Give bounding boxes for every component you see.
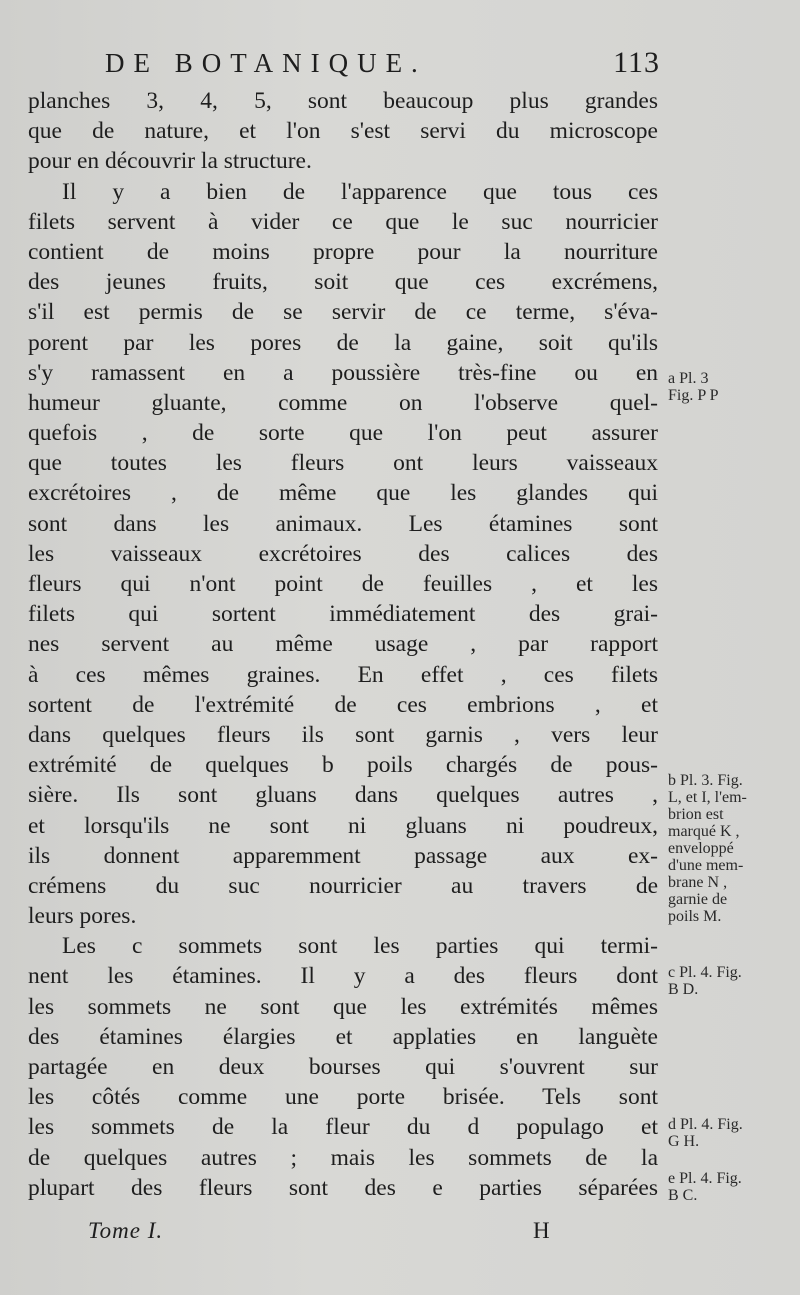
margin-note-line: d Pl. 4. Fig.: [668, 1116, 743, 1133]
text-line: des jeunes fruits, soit que ces excrémens,: [28, 269, 658, 296]
text-line: s'il est permis de se servir de ce terme, s'éva-: [28, 299, 658, 326]
text-line: extrémité de quelques b poils chargés de pous-: [28, 752, 658, 779]
margin-note-line: brion est: [668, 806, 724, 823]
margin-note-e: [668, 1170, 742, 1204]
text-line: dans quelques fleurs ils sont garnis , vers leur: [28, 721, 658, 748]
text-line: plupart des fleurs sont des e parties séparées: [28, 1174, 658, 1201]
text-line: sière. Ils sont gluans dans quelques autres ,: [28, 782, 658, 809]
text-line: fleurs qui n'ont point de feuilles , et les: [28, 571, 658, 597]
margin-note-line: enveloppé: [668, 840, 734, 857]
text-line: contient de moins propre pour la nourriture: [28, 238, 658, 265]
margin-note-line: B D.: [668, 981, 699, 998]
page-number: 113: [613, 46, 660, 79]
text-line: que toutes les fleurs ont leurs vaisseaux: [28, 450, 658, 477]
text-line: porent par les pores de la gaine, soit qu'ils: [28, 329, 658, 356]
text-line: partagée en deux bourses qui s'ouvrent sur: [28, 1054, 658, 1080]
text-line: de quelques autres ; mais les sommets de la: [28, 1144, 658, 1171]
text-line: et lorsqu'ils ne sont ni gluans ni poudreux,: [28, 812, 658, 839]
margin-note-line: b Pl. 3. Fig.: [668, 772, 743, 789]
text-line: excrétoires , de même que les glandes qui: [28, 480, 658, 507]
text-line: humeur gluante, comme on l'observe quel-: [28, 389, 658, 416]
volume-label: Tome I.: [88, 1218, 164, 1243]
text-line: filets qui sortent immédiatement des grai-: [28, 601, 658, 628]
text-line: Les c sommets sont les parties qui termi-: [62, 933, 658, 960]
text-line: les côtés comme une porte brisée. Tels sont: [28, 1084, 658, 1111]
margin-note-c: [668, 964, 742, 998]
running-title: DE BOTANIQUE.: [105, 48, 427, 78]
text-line: crémens du suc nourricier au travers de: [28, 872, 658, 899]
text-line: quefois , de sorte que l'on peut assurer: [28, 420, 658, 447]
text-line: des étamines élargies et applaties en languète: [28, 1023, 658, 1050]
text-line: pour en découvrir la structure.: [28, 148, 312, 175]
margin-note-line: d'une mem-: [668, 857, 744, 874]
margin-note-d: [668, 1116, 743, 1150]
margin-note-line: L, et I, l'em-: [668, 789, 747, 806]
page-footer: [88, 1218, 568, 1254]
margin-note-line: c Pl. 4. Fig.: [668, 964, 742, 981]
text-line: les vaisseaux excrétoires des calices des: [28, 540, 658, 567]
margin-note-line: poils M.: [668, 908, 722, 925]
text-line: Il y a bien de l'apparence que tous ces: [62, 178, 658, 205]
margin-note-line: G H.: [668, 1133, 700, 1150]
text-line: les sommets de la fleur du d populago et: [28, 1114, 658, 1141]
text-line: ils donnent apparemment passage aux ex-: [28, 842, 658, 869]
margin-note-line: a Pl. 3: [668, 370, 709, 387]
margin-note-line: B C.: [668, 1187, 698, 1204]
body-text: [28, 86, 658, 1203]
text-line: sortent de l'extrémité de ces embrions , et: [28, 691, 658, 718]
margin-note-line: e Pl. 4. Fig.: [668, 1170, 742, 1187]
text-line: à ces mêmes graines. En effet , ces filets: [28, 661, 658, 688]
text-line: sont dans les animaux. Les étamines sont: [28, 510, 658, 537]
text-line: que de nature, et l'on s'est servi du microscope: [28, 118, 658, 145]
text-line: filets servent à vider ce que le suc nourricier: [28, 208, 658, 235]
text-line: planches 3, 4, 5, sont beaucoup plus grandes: [28, 88, 658, 114]
text-line: les sommets ne sont que les extrémités mêmes: [28, 993, 658, 1020]
signature-mark: H: [533, 1218, 550, 1243]
margin-note-a: [668, 370, 719, 404]
text-line: leurs pores.: [28, 903, 137, 930]
running-header: [105, 40, 660, 90]
text-line: nent les étamines. Il y a des fleurs dont: [28, 963, 658, 990]
margin-note-b: [668, 772, 747, 925]
text-line: nes servent au même usage , par rapport: [28, 631, 658, 658]
margin-note-line: garnie de: [668, 891, 728, 908]
margin-note-line: marqué K ,: [668, 823, 740, 840]
margin-note-line: brane N ,: [668, 874, 728, 891]
margin-note-line: Fig. P P: [668, 387, 719, 404]
text-line: s'y ramassent en a poussière très-fine ou en: [28, 359, 658, 386]
